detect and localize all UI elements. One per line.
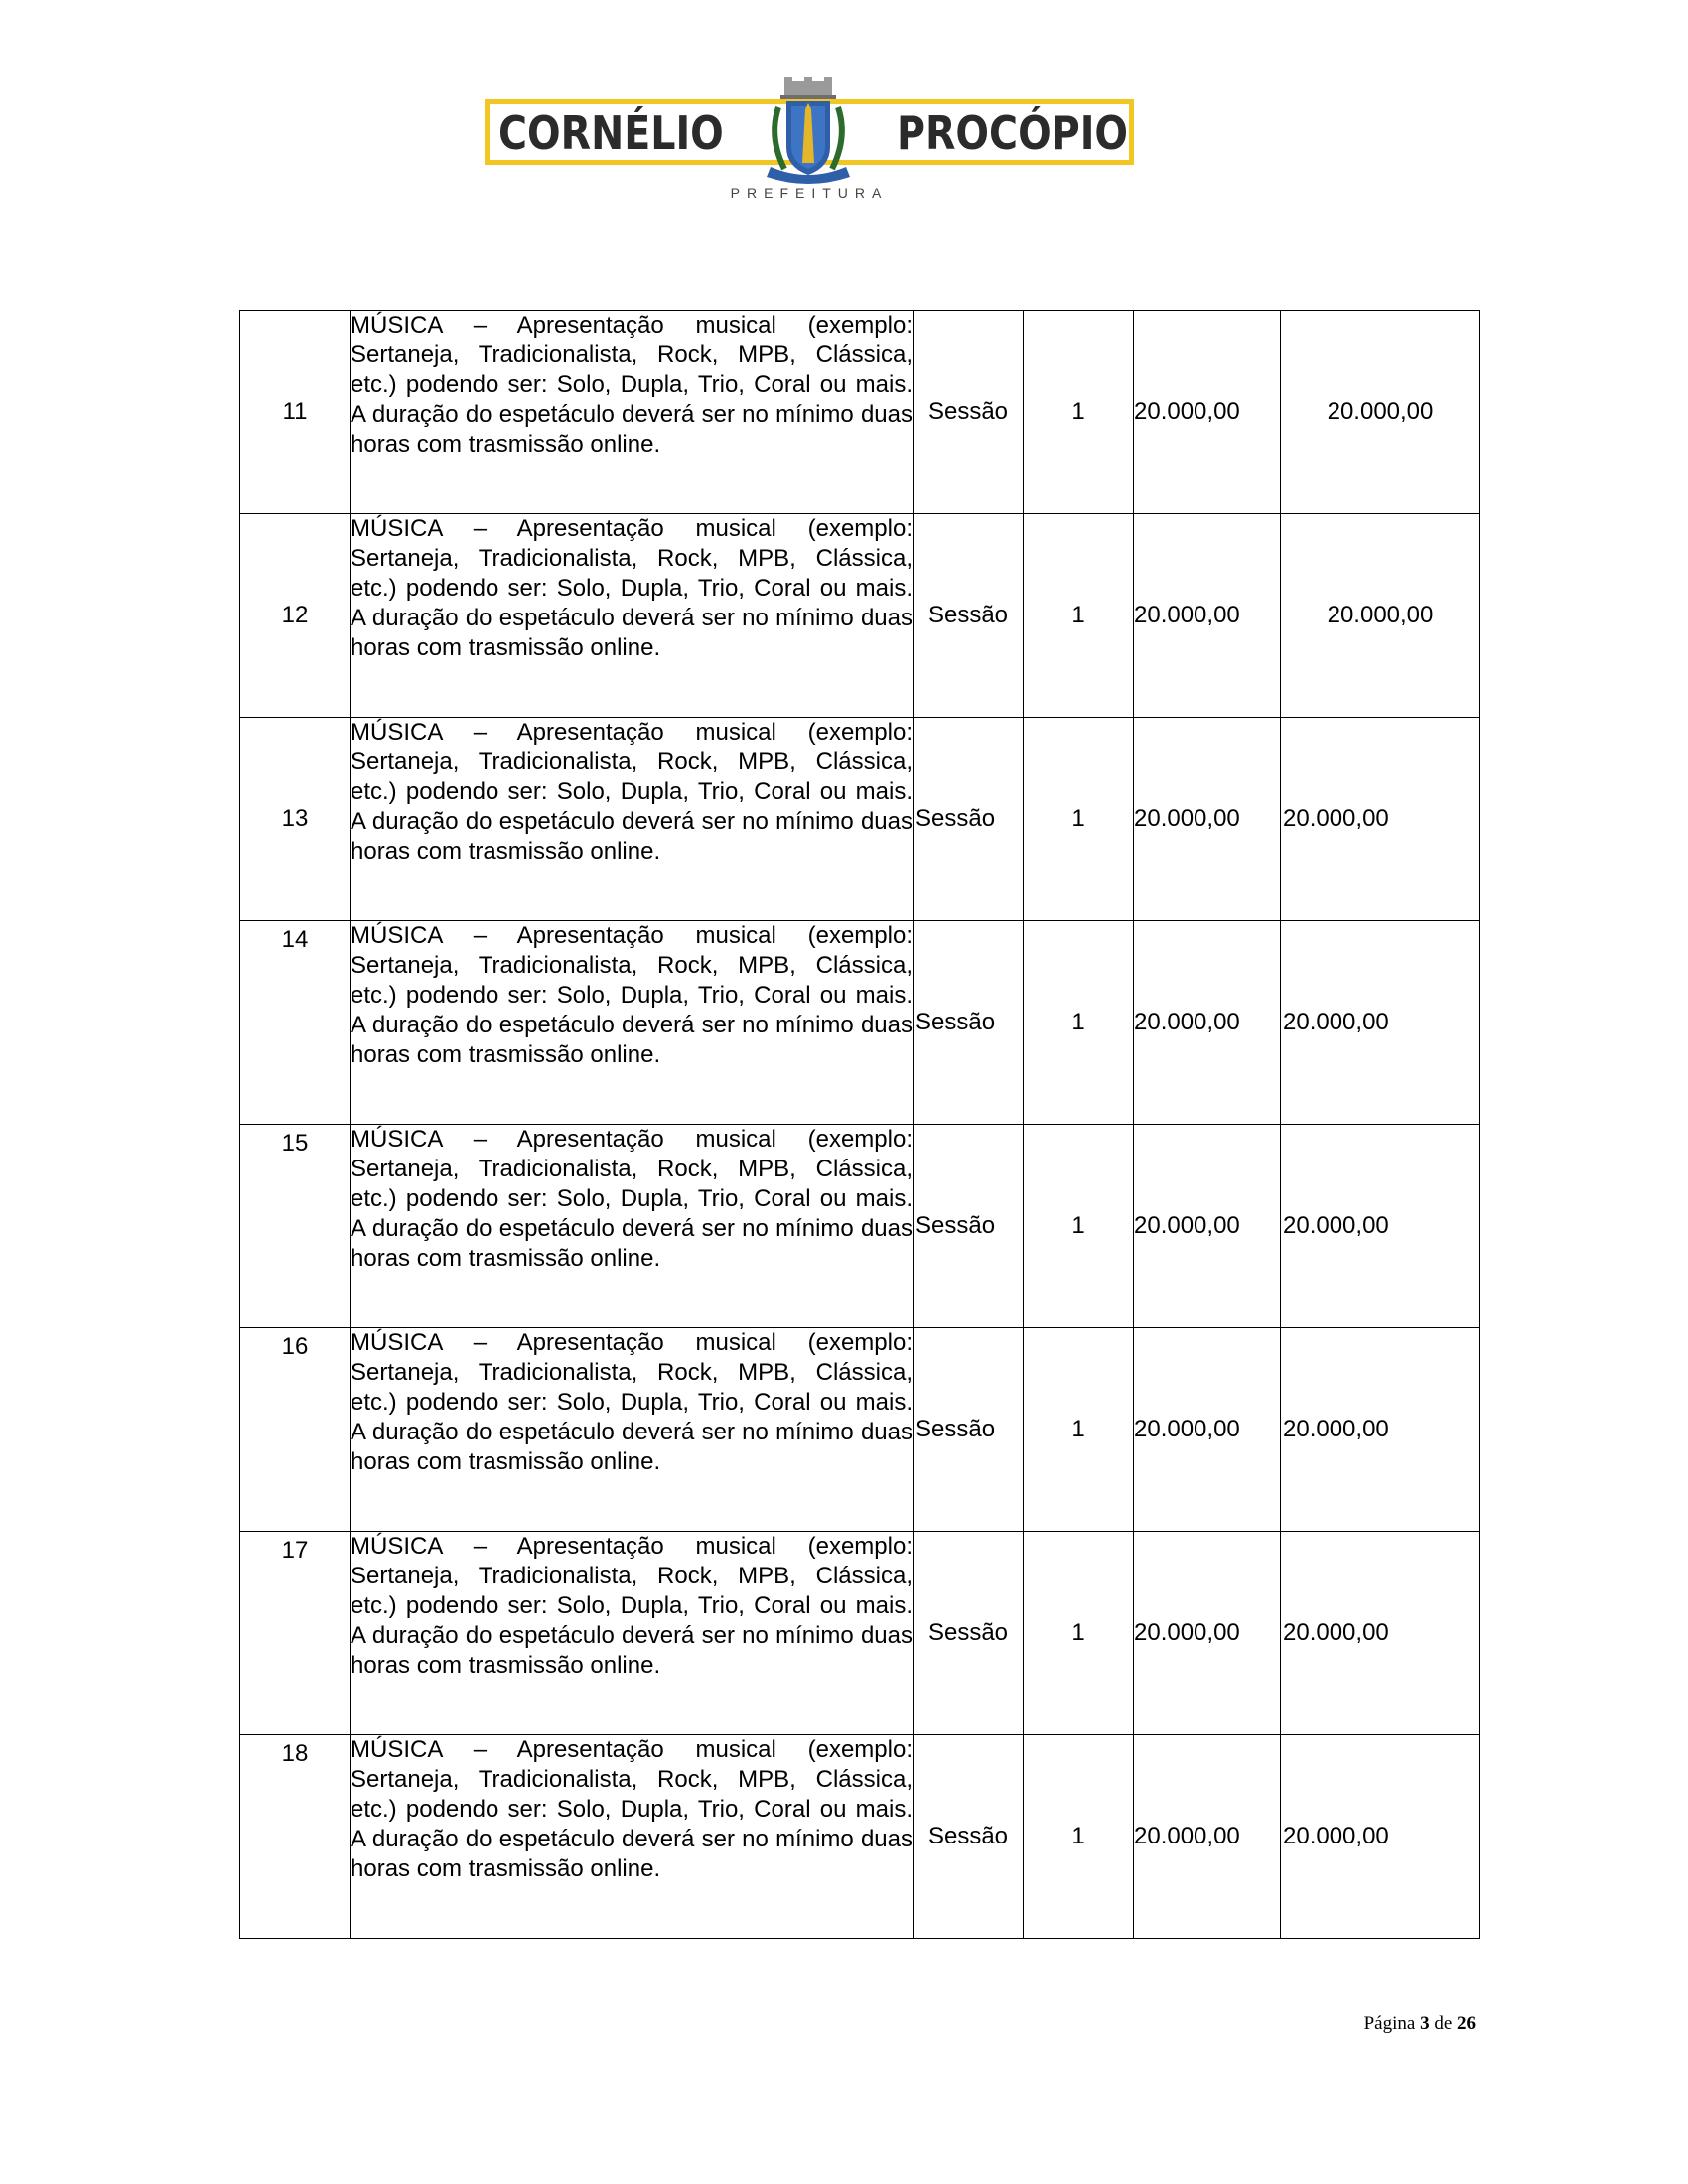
- item-quantity: 1: [1024, 718, 1134, 921]
- table-row: [240, 1125, 1480, 1328]
- item-description: MÚSICA – Apresentação musical (exemplo: Sertaneja, Tradicionalista, Rock, MPB, Clássica, etc.) podendo ser: Solo, Dupla, Trio, Coral ou mais. A duração do espetáculo deverá ser no mínimo duas horas com trasmissão online.: [351, 718, 914, 921]
- item-quantity: 1: [1024, 1328, 1134, 1532]
- item-total: 20.000,00: [1281, 1328, 1480, 1532]
- table-row: [240, 514, 1480, 718]
- item-quantity: 1: [1024, 311, 1134, 514]
- item-number: 15: [240, 1125, 351, 1328]
- item-unit-price: 20.000,00: [1134, 514, 1281, 718]
- table-row: [240, 718, 1480, 921]
- item-description: MÚSICA – Apresentação musical (exemplo: Sertaneja, Tradicionalista, Rock, MPB, Clássica, etc.) podendo ser: Solo, Dupla, Trio, Coral ou mais. A duração do espetáculo deverá ser no mínimo duas horas com trasmissão online.: [351, 921, 914, 1125]
- item-unit: Sessão: [914, 1735, 1024, 1939]
- item-unit-price: 20.000,00: [1134, 921, 1281, 1125]
- item-number: 18: [240, 1735, 351, 1939]
- item-unit-price: 20.000,00: [1134, 1125, 1281, 1328]
- item-unit-price: 20.000,00: [1134, 1328, 1281, 1532]
- item-unit: Sessão: [914, 921, 1024, 1125]
- item-unit: Sessão: [914, 1125, 1024, 1328]
- item-unit-price: 20.000,00: [1134, 311, 1281, 514]
- page-label: Página: [1363, 2013, 1416, 2034]
- item-total: 20.000,00: [1281, 1125, 1480, 1328]
- item-description: MÚSICA – Apresentação musical (exemplo: Sertaneja, Tradicionalista, Rock, MPB, Clássica, etc.) podendo ser: Solo, Dupla, Trio, Coral ou mais. A duração do espetáculo deverá ser no mínimo duas horas com trasmissão online.: [351, 514, 914, 718]
- item-unit: Sessão: [914, 1532, 1024, 1735]
- prefeitura-logo: [485, 77, 1140, 206]
- items-table: [239, 310, 1480, 1939]
- item-total: 20.000,00: [1281, 311, 1480, 514]
- item-description: MÚSICA – Apresentação musical (exemplo: Sertaneja, Tradicionalista, Rock, MPB, Clássica, etc.) podendo ser: Solo, Dupla, Trio, Coral ou mais. A duração do espetáculo deverá ser no mínimo duas horas com trasmissão online.: [351, 1125, 914, 1328]
- city-emblem-icon: [745, 77, 872, 189]
- item-number: 17: [240, 1532, 351, 1735]
- item-quantity: 1: [1024, 921, 1134, 1125]
- logo-word-right: PROCÓPIO: [896, 106, 1128, 160]
- page-current: 3: [1420, 2013, 1430, 2034]
- item-unit-price: 20.000,00: [1134, 718, 1281, 921]
- item-total: 20.000,00: [1281, 1735, 1480, 1939]
- item-unit-price: 20.000,00: [1134, 1735, 1281, 1939]
- item-total: 20.000,00: [1281, 718, 1480, 921]
- item-total: 20.000,00: [1281, 514, 1480, 718]
- table-row: [240, 921, 1480, 1125]
- page-number: [1364, 2013, 1476, 2035]
- item-quantity: 1: [1024, 1125, 1134, 1328]
- table-row: [240, 1735, 1480, 1939]
- page-of: de: [1434, 2013, 1453, 2034]
- item-unit-price: 20.000,00: [1134, 1532, 1281, 1735]
- item-number: 11: [240, 311, 351, 514]
- table-row: [240, 1328, 1480, 1532]
- item-quantity: 1: [1024, 514, 1134, 718]
- item-description: MÚSICA – Apresentação musical (exemplo: Sertaneja, Tradicionalista, Rock, MPB, Clássica, etc.) podendo ser: Solo, Dupla, Trio, Coral ou mais. A duração do espetáculo deverá ser no mínimo duas horas com trasmissão online.: [351, 1328, 914, 1532]
- page-total: 26: [1457, 2013, 1476, 2034]
- table-row: [240, 311, 1480, 514]
- logo-word-left: CORNÉLIO: [498, 106, 724, 160]
- item-number: 14: [240, 921, 351, 1125]
- item-description: MÚSICA – Apresentação musical (exemplo: Sertaneja, Tradicionalista, Rock, MPB, Clássica, etc.) podendo ser: Solo, Dupla, Trio, Coral ou mais. A duração do espetáculo deverá ser no mínimo duas horas com trasmissão online.: [351, 311, 914, 514]
- item-unit: Sessão: [914, 311, 1024, 514]
- item-unit: Sessão: [914, 718, 1024, 921]
- item-number: 13: [240, 718, 351, 921]
- item-quantity: 1: [1024, 1532, 1134, 1735]
- item-unit: Sessão: [914, 1328, 1024, 1532]
- item-total: 20.000,00: [1281, 921, 1480, 1125]
- item-quantity: 1: [1024, 1735, 1134, 1939]
- item-number: 12: [240, 514, 351, 718]
- item-total: 20.000,00: [1281, 1532, 1480, 1735]
- item-unit: Sessão: [914, 514, 1024, 718]
- logo-subtitle: PREFEITURA: [730, 185, 889, 201]
- item-description: MÚSICA – Apresentação musical (exemplo: Sertaneja, Tradicionalista, Rock, MPB, Clássica, etc.) podendo ser: Solo, Dupla, Trio, Coral ou mais. A duração do espetáculo deverá ser no mínimo duas horas com trasmissão online.: [351, 1735, 914, 1939]
- item-description: MÚSICA – Apresentação musical (exemplo: Sertaneja, Tradicionalista, Rock, MPB, Clássica, etc.) podendo ser: Solo, Dupla, Trio, Coral ou mais. A duração do espetáculo deverá ser no mínimo duas horas com trasmissão online.: [351, 1532, 914, 1735]
- table-row: [240, 1532, 1480, 1735]
- item-number: 16: [240, 1328, 351, 1532]
